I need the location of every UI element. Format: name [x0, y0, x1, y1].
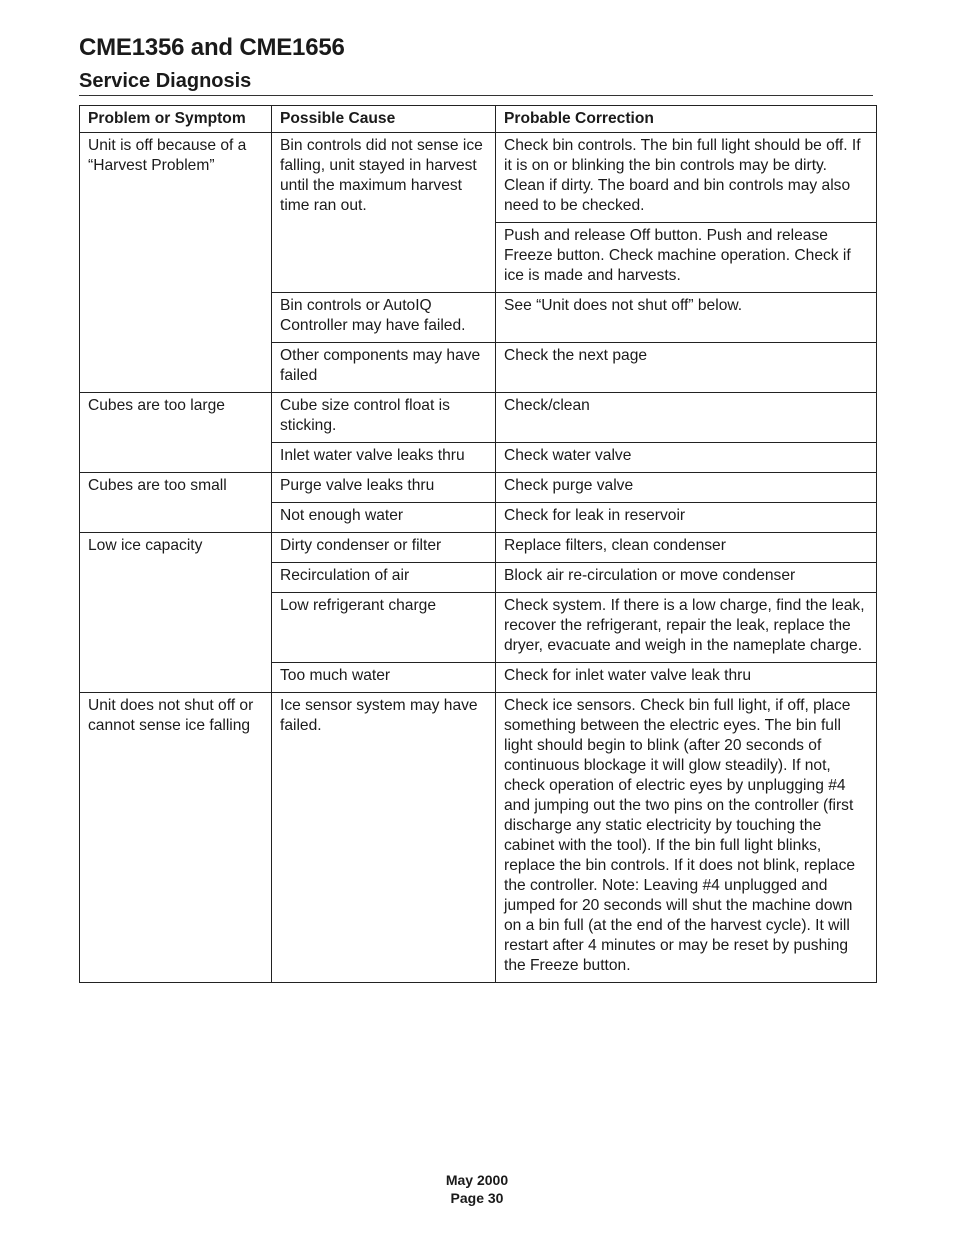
correction-cell: Replace filters, clean condenser	[496, 533, 877, 563]
problem-cell: Low ice capacity	[80, 533, 272, 693]
cause-cell: Ice sensor system may have failed.	[272, 693, 496, 983]
cause-cell: Bin controls or AutoIQ Controller may have failed.	[272, 293, 496, 343]
correction-cell: Check water valve	[496, 443, 877, 473]
cause-cell: Other components may have failed	[272, 343, 496, 393]
cause-cell: Inlet water valve leaks thru	[272, 443, 496, 473]
footer-page-number: Page 30	[450, 1190, 504, 1206]
table-row	[80, 693, 877, 983]
problem-cell: Cubes are too large	[80, 393, 272, 473]
correction-cell: Check system. If there is a low charge, find the leak, recover the refrigerant, repair the leak, replace the dryer, evacuate and weigh in the nameplate charge.	[496, 593, 877, 663]
table-row	[80, 133, 877, 223]
column-header-problem: Problem or Symptom	[80, 106, 272, 133]
service-diagnosis-table	[79, 105, 877, 983]
correction-cell: Check the next page	[496, 343, 877, 393]
page-footer	[0, 1171, 954, 1207]
page-title: CME1356 and CME1656	[79, 34, 345, 61]
cause-cell: Recirculation of air	[272, 563, 496, 593]
column-header-cause: Possible Cause	[272, 106, 496, 133]
table-body	[80, 133, 877, 983]
correction-cell: Block air re-circulation or move condenser	[496, 563, 877, 593]
correction-cell: See “Unit does not shut off” below.	[496, 293, 877, 343]
cause-cell: Cube size control float is sticking.	[272, 393, 496, 443]
header-divider	[79, 95, 873, 96]
section-subtitle: Service Diagnosis	[79, 70, 252, 92]
table-header	[80, 106, 877, 133]
column-header-correction: Probable Correction	[496, 106, 877, 133]
correction-cell: Check purge valve	[496, 473, 877, 503]
problem-cell: Cubes are too small	[80, 473, 272, 533]
correction-cell: Check/clean	[496, 393, 877, 443]
table-row	[80, 393, 877, 443]
cause-cell: Low refrigerant charge	[272, 593, 496, 663]
correction-cell: Check for leak in reservoir	[496, 503, 877, 533]
problem-cell: Unit is off because of a “Harvest Problem”	[80, 133, 272, 393]
cause-cell: Purge valve leaks thru	[272, 473, 496, 503]
cause-cell: Bin controls did not sense ice falling, unit stayed in harvest until the maximum harvest time ran out.	[272, 133, 496, 293]
footer-date: May 2000	[445, 1172, 509, 1188]
problem-cell: Unit does not shut off or cannot sense ice falling	[80, 693, 272, 983]
correction-cell: Check bin controls. The bin full light should be off. If it is on or blinking the bin controls may be dirty. Clean if dirty. The board and bin controls may also need to be checked.	[496, 133, 877, 223]
correction-cell: Check ice sensors. Check bin full light, if off, place something between the electric eyes. The bin full light should begin to blink (after 20 seconds of continuous blockage it will glow steadily). If not, check operation of electric eyes by unplugging #4 and jumping out the two pins on the controller (first discharge any static electricity by touching the cabinet with the tool). If the bin full light blinks, replace the bin controls. If it does not blink, replace the controller. Note: Leaving #4 unplugged and jumped for 20 seconds will shut the machine down on a bin full (at the end of the harvest cycle). It will restart after 4 minutes or may be reset by pushing the Freeze button.	[496, 693, 877, 983]
correction-cell: Check for inlet water valve leak thru	[496, 663, 877, 693]
correction-cell: Push and release Off button. Push and release Freeze button. Check machine operation. Check if ice is made and harvests.	[496, 223, 877, 293]
cause-cell: Too much water	[272, 663, 496, 693]
table-row	[80, 473, 877, 503]
cause-cell: Not enough water	[272, 503, 496, 533]
table-row	[80, 533, 877, 563]
table-header-row	[80, 106, 877, 133]
cause-cell: Dirty condenser or filter	[272, 533, 496, 563]
